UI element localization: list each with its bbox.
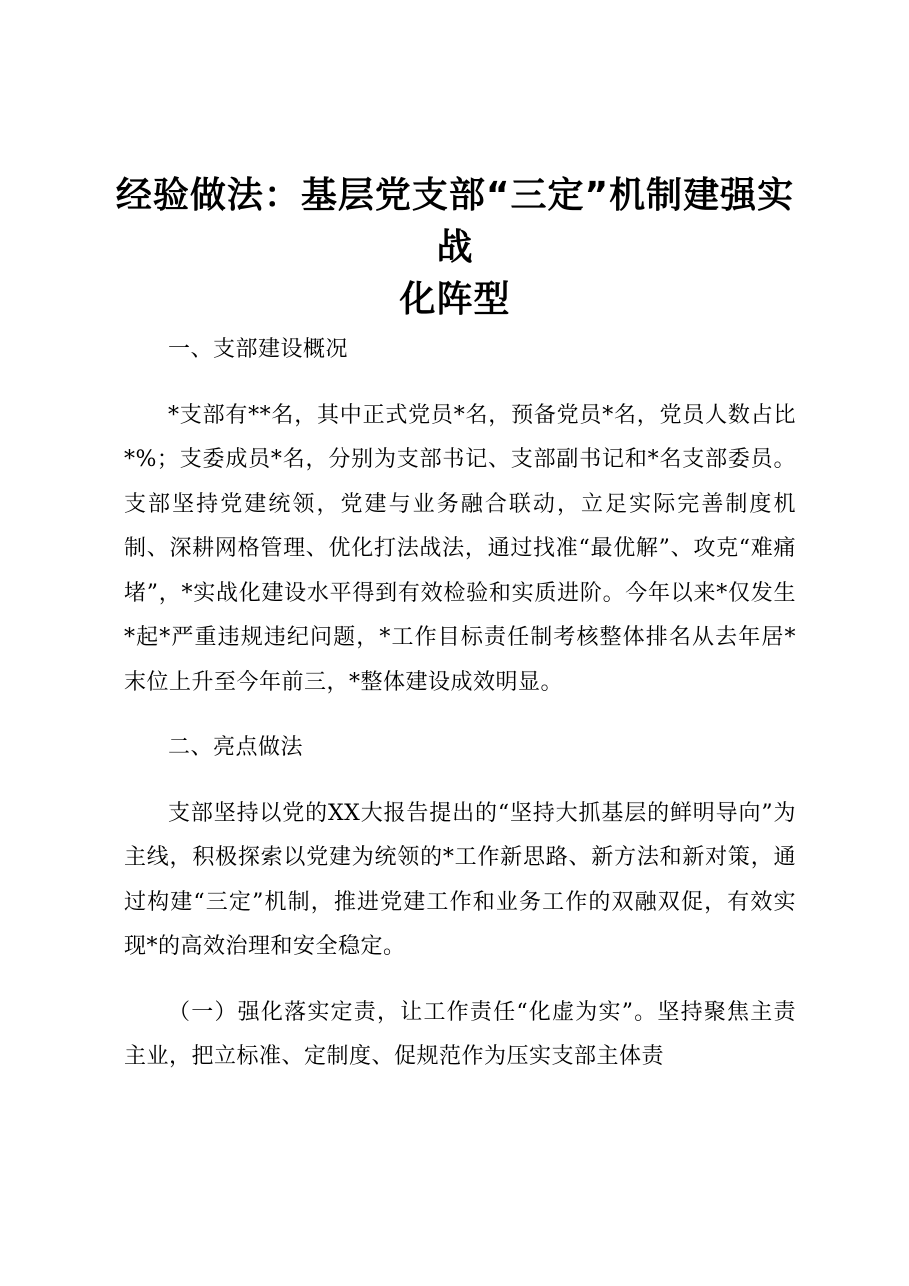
title-line-1: 经验做法：基层党支部“三定”机制建强实战 xyxy=(115,175,795,268)
section-1-heading: 一、支部建设概况 xyxy=(168,337,349,362)
document-body xyxy=(124,328,796,1080)
document-title xyxy=(110,170,800,326)
section-1-paragraph: *支部有**名，其中正式党员*名，预备党员*名，党员人数占比*%；支委成员*名，分别为支部书记、支部副书记和*名支部委员。支部坚持党建统领，党建与业务融合联动，立足实际完善制度机制、深耕网格管理、优化打法战法，通过找准“最优解”、攻克“难痛堵”，*实战化建设水平得到有效检验和实质进阶。今年以来*仅发生*起*严重违规违纪问题，*工作目标责任制考核整体排名从去年居*末位上升至今年前三，*整体建设成效明显。 xyxy=(124,402,796,695)
title-line-2: 化阵型 xyxy=(399,279,511,320)
section-2-paragraph: 支部坚持以党的XX大报告提出的“坚持大抓基层的鲜明导向”为主线，积极探索以党建为统领的*工作新思路、新方法和新对策，通过构建“三定”机制，推进党建工作和业务工作的双融双促，有效实现*的高效治理和安全稳定。 xyxy=(124,800,796,959)
subsection-1-paragraph: （一）强化落实定责，让工作责任“化虚为实”。坚持聚焦主责主业，把立标准、定制度、促规范作为压实支部主体责 xyxy=(124,999,796,1069)
section-2-heading: 二、亮点做法 xyxy=(168,735,304,760)
